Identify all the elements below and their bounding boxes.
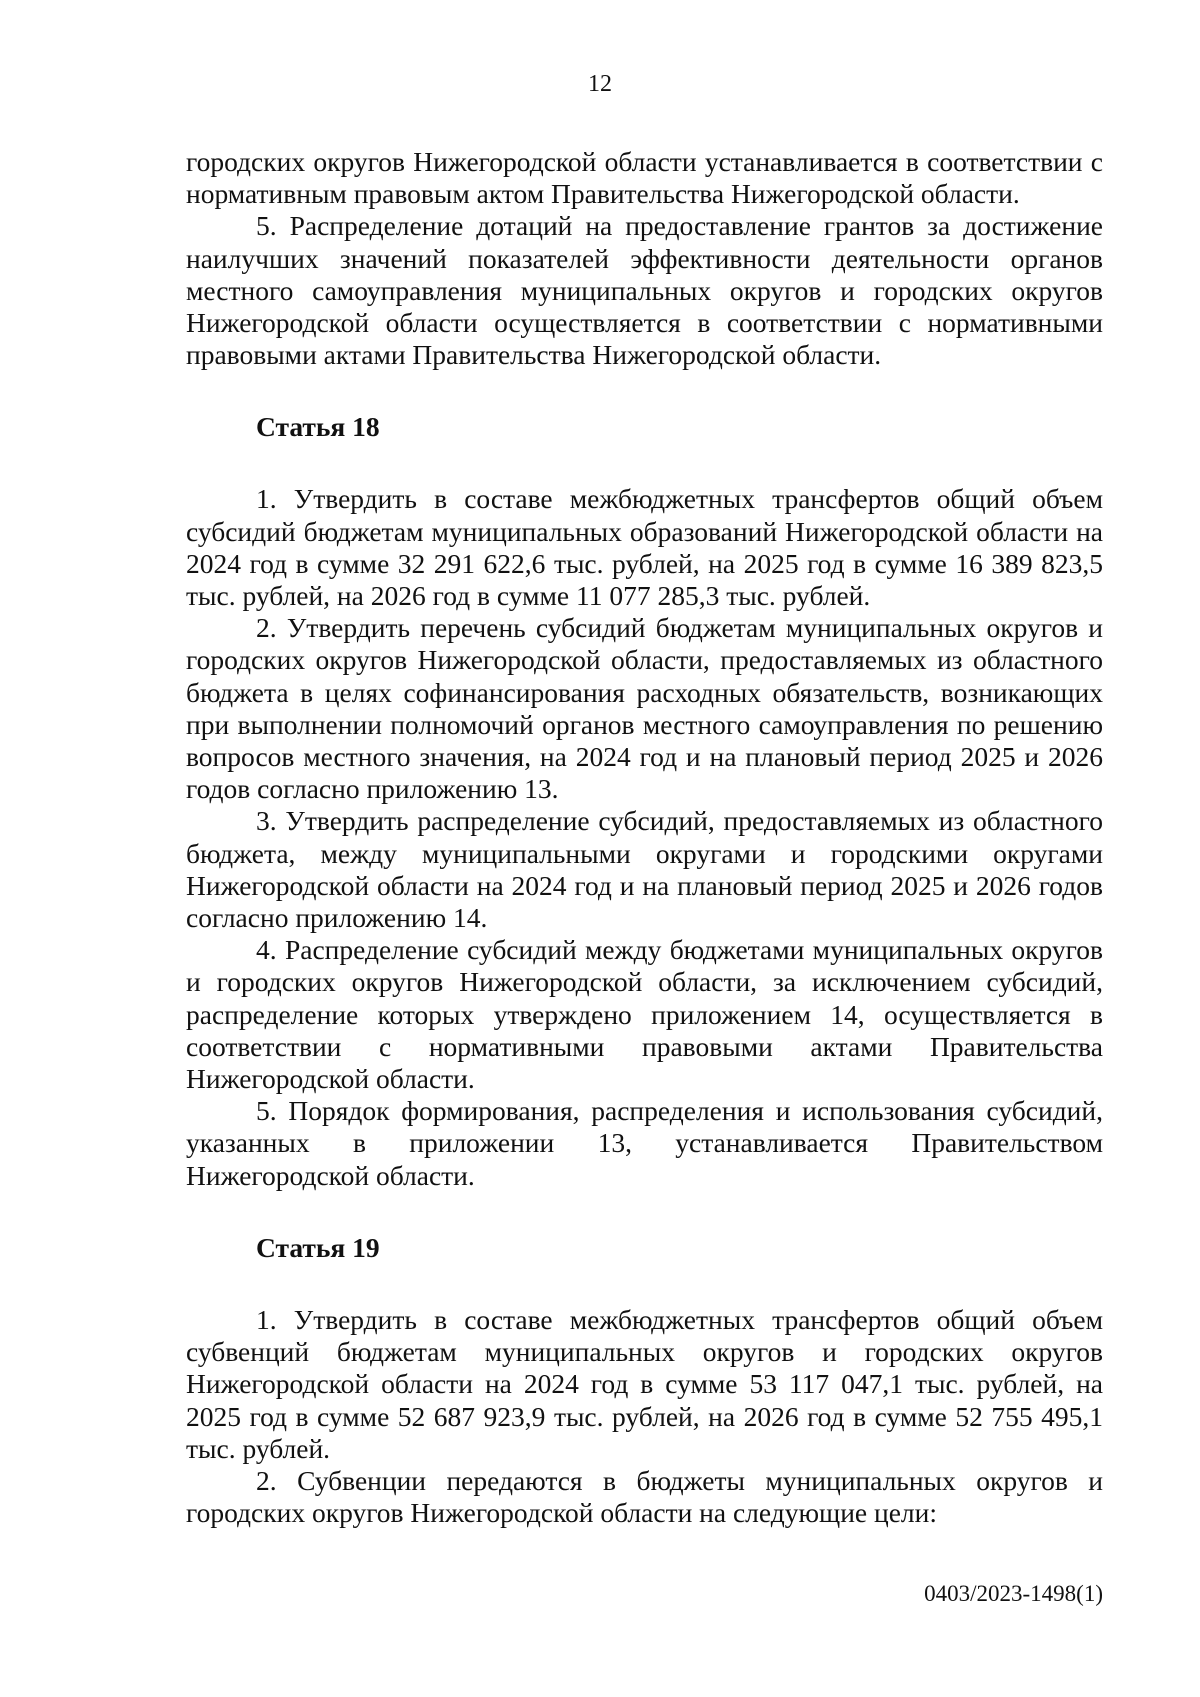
article-19-item-2: 2. Субвенции передаются в бюджеты муниципальных округов и городских округов Нижегородской области на следующие цели: [186, 1464, 1103, 1529]
article-18-item-3: 3. Утвердить распределение субсидий, предоставляемых из областного бюджета, между муниципальными округами и городскими округами Нижегородской области на 2024 год и на плановый период 2025 и 2026 годов согласно приложению 14. [186, 805, 1103, 934]
page-number: 12 [588, 71, 612, 97]
article-18-item-2: 2. Утвердить перечень субсидий бюджетам муниципальных округов и городских округов Нижегородской области, предоставляемых из областного бюджета в целях софинансирования расходных обязательств, возникающих при выполнении полномочий органов местного самоуправления по решению вопросов местного значения, на 2024 год и на плановый период 2025 и 2026 годов согласно приложению 13. [186, 612, 1103, 805]
paragraph-continued: городских округов Нижегородской области устанавливается в соответствии с нормативным правовым актом Правительства Нижегородской области. [186, 146, 1103, 210]
paragraph-grants-distribution: 5. Распределение дотаций на предоставление грантов за достижение наилучших значений показателей эффективности деятельности органов местного самоуправления муниципальных округов и городских округов Нижегородской области осуществляется в соответствии с нормативными правовыми актами Правительства Нижегородской области. [186, 210, 1103, 371]
document-registration-code: 0403/2023-1498(1) [924, 1581, 1103, 1606]
document-body [186, 146, 1103, 1529]
article-19-item-1: 1. Утвердить в составе межбюджетных трансфертов общий объем субвенций бюджетам муниципальных округов и городских округов Нижегородской области на 2024 год в сумме 53 117 047,1 тыс. рублей, на 2025 год в сумме 52 687 923,9 тыс. рублей, на 2026 год в сумме 52 755 495,1 тыс. рублей. [186, 1303, 1103, 1464]
article-18-item-1: 1. Утвердить в составе межбюджетных трансфертов общий объем субсидий бюджетам муниципальных образований Нижегородской области на 2024 год в сумме 32 291 622,6 тыс. рублей, на 2025 год в сумме 16 389 823,5 тыс. рублей, на 2026 год в сумме 11 077 285,3 тыс. рублей. [186, 483, 1103, 612]
article-18-item-4: 4. Распределение субсидий между бюджетами муниципальных округов и городских округов Нижегородской области, за исключением субсидий, распределение которых утверждено приложением 14, осуществляется в соответствии с нормативными правовыми актами Правительства Нижегородской области. [186, 934, 1103, 1095]
article-18-heading: Статья 18 [256, 411, 380, 443]
article-19-heading: Статья 19 [256, 1231, 380, 1263]
article-18-item-5: 5. Порядок формирования, распределения и использования субсидий, указанных в приложении 13, устанавливается Правительством Нижегородской области. [186, 1095, 1103, 1191]
